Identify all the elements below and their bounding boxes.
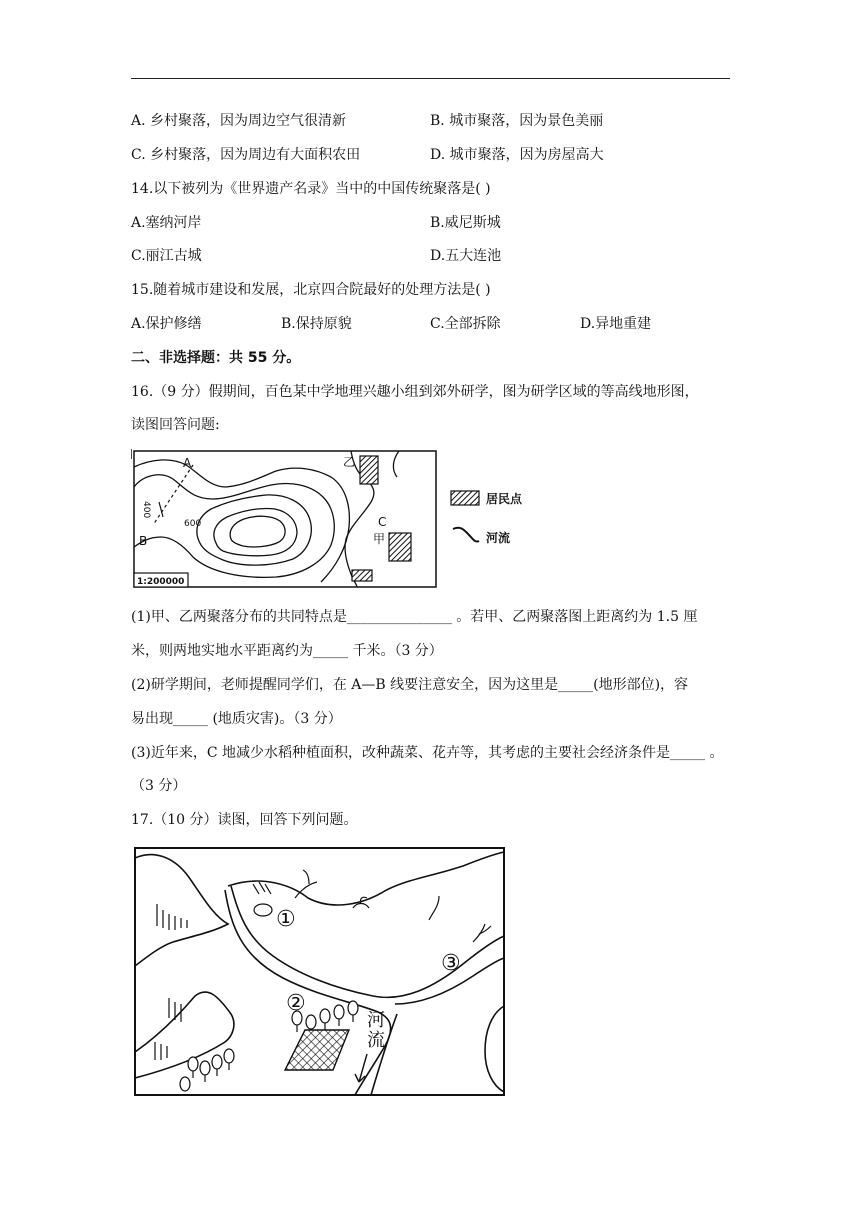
river-label-2: 流 [367,1030,385,1051]
q16-part-2-line-2: 易出现_____ (地质灾害)。（3 分） [131,711,342,727]
q16-stem-line-1: 16.（9 分）假期间，百色某中学地理兴趣小组到郊外研学，图为研学区域的等高线地形图， [131,384,699,400]
legend-river-swatch [453,528,479,542]
pond [254,904,272,916]
label-yi: 乙 [343,455,356,469]
label-c: C [378,515,387,529]
q16-part-2-line-1: (2)研学期间，老师提醒同学们，在 A—B 线要注意安全，因为这里是_____(地形部位)，容 [131,677,689,693]
q15-option-d[interactable]: D.异地重建 [580,316,652,332]
q15-option-a[interactable]: A.保护修缮 [131,316,202,332]
q14-option-a[interactable]: A.塞纳河岸 [131,215,202,231]
q16-part-1-line-1: (1)甲、乙两聚落分布的共同特点是_______________ 。若甲、乙两聚落图上距离约为 1.5 厘 [131,609,698,625]
label-a: A [183,456,192,470]
q15-stem: 15.随着城市建设和发展，北京四合院最好的处理方法是( ) [131,282,491,298]
q14-stem: 14.以下被列为《世界遗产名录》当中的中国传统聚落是( ) [131,181,491,197]
q16-part-3-line-1: (3)近年来，C 地减少水稻种植面积，改种蔬菜、花卉等，其考虑的主要社会经济条件是_____ 。 [131,745,724,761]
q16-part-1-line-2: 米，则两地实地水平距离约为_____ 千米。（3 分） [131,643,443,659]
q13-option-c[interactable]: C. 乡村聚落，因为周边有大面积农田 [131,147,361,163]
contour-label-400: 400 [141,501,151,519]
q13-option-a[interactable]: A. 乡村聚落，因为周边空气很清新 [131,113,347,129]
contour-map-figure [131,447,531,592]
q13-option-d[interactable]: D. 城市聚落，因为房屋高大 [430,147,604,163]
header-rule [131,78,730,79]
contour-lines [134,451,399,587]
q14-option-d[interactable]: D.五大连池 [430,248,502,264]
legend-settlement-swatch [451,491,479,505]
marker-3: ③ [441,951,461,976]
legend-settlement-label: 居民点 [486,492,523,506]
landscape-map-figure [133,846,507,1098]
marker-1: ① [276,907,296,932]
settlement-jia [389,533,411,561]
label-jia: 甲 [373,532,386,546]
label-b: B [139,534,148,548]
profile-line-ab [153,465,193,525]
q14-option-b[interactable]: B.威尼斯城 [430,215,501,231]
q16-stem-line-2: 读图回答问题: [131,417,220,433]
contour-label-600: 600 [184,519,202,529]
marker-2: ② [286,991,306,1016]
q17-stem: 17.（10 分）读图，回答下列问题。 [131,812,358,828]
legend-river-label: 河流 [486,531,511,545]
q16-part-3-line-2: （3 分） [131,778,187,794]
q15-option-c[interactable]: C.全部拆除 [430,316,501,332]
q15-option-b[interactable]: B.保持原貌 [281,316,352,332]
settlement-yi [360,456,378,484]
q13-option-b[interactable]: B. 城市聚落，因为景色美丽 [430,113,604,129]
map-frame [134,451,436,587]
scale-label: 1:200000 [137,577,185,587]
river-label-1: 河 [367,1010,385,1031]
settlement-small [352,570,372,581]
q14-option-c[interactable]: C.丽江古城 [131,248,202,264]
section-heading: 二、非选择题：共 55 分。 [131,350,301,366]
